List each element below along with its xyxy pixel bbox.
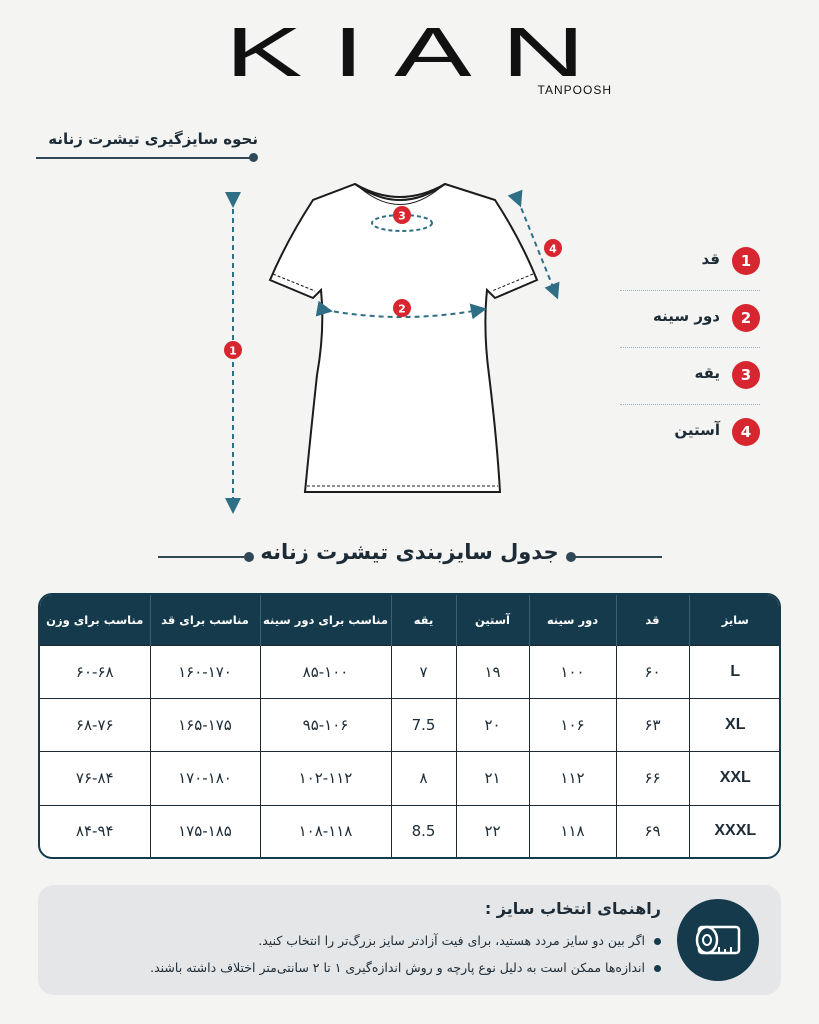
cell-chest: ۱۰۰ — [529, 645, 616, 698]
legend-label: آستین — [674, 421, 720, 439]
svg-text:2: 2 — [398, 302, 406, 316]
guide-item: اگر بین دو سایز مردد هستید، برای فیت آزادتر سایز بزرگ‌تر را انتخاب کنید. — [61, 931, 661, 958]
cell-fit-chest: ۸۵-۱۰۰ — [260, 645, 391, 698]
cell-neck: ۷ — [391, 645, 456, 698]
brand-sub: TANPOOSH — [537, 83, 612, 97]
cell-fit-height: ۱۷۰-۱۸۰ — [150, 752, 260, 805]
cell-sleeve: ۱۹ — [456, 645, 529, 698]
header-chest: دور سینه — [529, 595, 616, 645]
legend-item — [620, 295, 760, 352]
table-row — [40, 645, 781, 698]
how-to-title: نحوه سایزگیری تیشرت زنانه — [48, 130, 258, 148]
cell-neck: 8.5 — [391, 805, 456, 857]
cell-fit-height: ۱۶۵-۱۷۵ — [150, 698, 260, 751]
svg-text:3: 3 — [398, 209, 406, 223]
cell-sleeve: ۲۰ — [456, 698, 529, 751]
cell-fit-chest: ۱۰۸-۱۱۸ — [260, 805, 391, 857]
header-fit-chest: مناسب برای دور سینه — [260, 595, 391, 645]
legend-number: 2 — [732, 304, 760, 332]
cell-fit-chest: ۹۵-۱۰۶ — [260, 698, 391, 751]
legend-number: 4 — [732, 418, 760, 446]
cell-sleeve: ۲۱ — [456, 752, 529, 805]
cell-chest: ۱۱۲ — [529, 752, 616, 805]
title-underline-dot — [249, 153, 258, 162]
cell-size: XXL — [689, 752, 781, 805]
header-sleeve: آستین — [456, 595, 529, 645]
legend-label: یقه — [694, 364, 720, 382]
svg-text:1: 1 — [229, 344, 237, 358]
size-table — [38, 593, 781, 859]
cell-chest: ۱۱۸ — [529, 805, 616, 857]
guide-list — [61, 931, 661, 985]
legend-label: قد — [701, 250, 720, 268]
cell-chest: ۱۰۶ — [529, 698, 616, 751]
title-underline — [36, 157, 254, 159]
cell-size: XXXL — [689, 805, 781, 857]
guide-item: اندازه‌ها ممکن است به دلیل نوع پارچه و روش اندازه‌گیری ۱ تا ۲ سانتی‌متر اختلاف داشته باشند. — [61, 958, 661, 985]
cell-fit-height: ۱۷۵-۱۸۵ — [150, 805, 260, 857]
cell-neck: 7.5 — [391, 698, 456, 751]
table-row — [40, 752, 781, 805]
cell-fit-weight: ۸۴-۹۴ — [40, 805, 150, 857]
cell-fit-chest: ۱۰۲-۱۱۲ — [260, 752, 391, 805]
tape-measure-icon — [677, 899, 759, 981]
cell-length: ۶۶ — [616, 752, 689, 805]
guide-title: راهنمای انتخاب سایز : — [484, 899, 661, 918]
cell-fit-weight: ۷۶-۸۴ — [40, 752, 150, 805]
svg-text:4: 4 — [549, 242, 557, 256]
cell-length: ۶۰ — [616, 645, 689, 698]
legend-divider — [620, 404, 760, 405]
header-fit-weight: مناسب برای وزن — [46, 612, 144, 627]
cell-size: XL — [689, 698, 781, 751]
cell-fit-height: ۱۶۰-۱۷۰ — [150, 645, 260, 698]
brand-logo — [220, 18, 620, 98]
legend-divider — [620, 347, 760, 348]
header-neck: یقه — [391, 595, 456, 645]
size-guide-box — [38, 885, 781, 995]
legend-number: 3 — [732, 361, 760, 389]
legend-label: دور سینه — [653, 307, 720, 325]
table-row — [40, 698, 781, 751]
cell-sleeve: ۲۲ — [456, 805, 529, 857]
cell-fit-weight: ۶۰-۶۸ — [40, 645, 150, 698]
brand-name: KIAN — [225, 18, 615, 91]
header-fit-height: مناسب برای قد — [150, 595, 260, 645]
cell-size: L — [689, 645, 781, 698]
tshirt-diagram — [195, 170, 575, 520]
legend-item — [620, 238, 760, 295]
table-header-row — [40, 595, 781, 645]
table-row — [40, 805, 781, 857]
cell-neck: ۸ — [391, 752, 456, 805]
legend-divider — [620, 290, 760, 291]
cell-length: ۶۹ — [616, 805, 689, 857]
cell-fit-weight: ۶۸-۷۶ — [40, 698, 150, 751]
legend-item — [620, 409, 760, 466]
size-table-title: جدول سایزبندی تیشرت زنانه — [260, 540, 559, 564]
measurement-legend — [620, 238, 760, 466]
header-length: قد — [616, 595, 689, 645]
legend-item — [620, 352, 760, 409]
legend-number: 1 — [732, 247, 760, 275]
header-size: سایز — [689, 595, 781, 645]
cell-length: ۶۳ — [616, 698, 689, 751]
